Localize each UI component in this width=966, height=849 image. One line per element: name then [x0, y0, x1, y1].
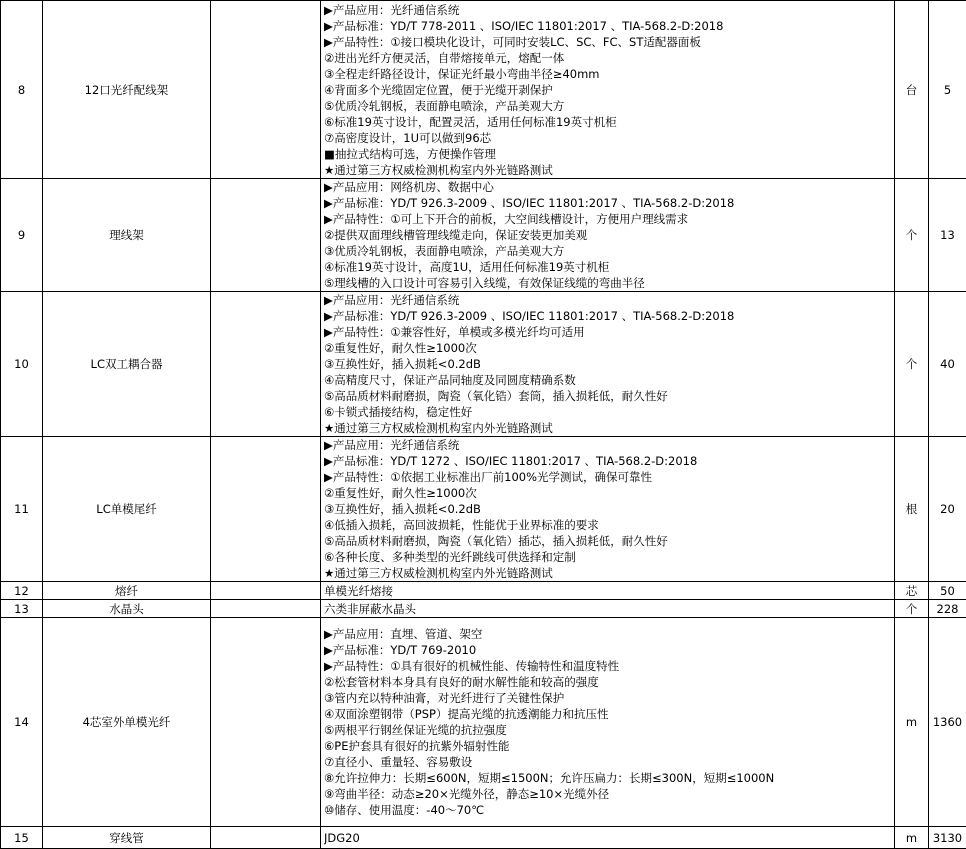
description-line: ▶产品应用：光纤通信系统	[324, 437, 894, 453]
description-line: ★通过第三方权威检测机构室内外光链路测试	[324, 565, 894, 581]
description-line: ⑦高密度设计，1U可以做到96芯	[324, 130, 894, 146]
unit-cell: 根	[895, 437, 929, 582]
quantity-cell: 3130	[929, 827, 966, 849]
row-number: 12	[1, 582, 43, 600]
description-line: ⑤理线槽的入口设计可容易引入线缆，有效保证线缆的弯曲半径	[324, 275, 894, 291]
description-line: ⑥PE护套具有很好的抗紫外辐射性能	[324, 738, 894, 754]
row-number: 10	[1, 292, 43, 437]
unit-cell: 个	[895, 292, 929, 437]
unit-cell: 个	[895, 600, 929, 618]
description-line: ▶产品标准：YD/T 926.3-2009 、ISO/IEC 11801:2017 、TIA-568.2-D:2018	[324, 195, 894, 211]
product-description	[321, 600, 895, 618]
description-line: ▶产品应用：光纤通信系统	[324, 292, 894, 308]
description-line: ■抽拉式结构可选，方便操作管理	[324, 146, 894, 162]
table-row	[1, 437, 966, 582]
description-line: ▶产品特性：①接口模块化设计，可同时安装LC、SC、FC、ST适配器面板	[324, 34, 894, 50]
description-line: ③互换性好，插入损耗<0.2dB	[324, 356, 894, 372]
description-line: ▶产品标准：YD/T 1272 、ISO/IEC 11801:2017 、TIA-568.2-D:2018	[324, 453, 894, 469]
description-line: ②重复性好，耐久性≥1000次	[324, 485, 894, 501]
blank-cell	[211, 618, 321, 827]
description-line: ③互换性好，插入损耗<0.2dB	[324, 501, 894, 517]
product-description	[321, 1, 895, 179]
product-description	[321, 582, 895, 600]
product-description	[321, 827, 895, 849]
description-line: ④标准19英寸设计，高度1U，适用任何标准19英寸机柜	[324, 259, 894, 275]
description-line: ④双面涂塑钢带（PSP）提高光缆的抗透潮能力和抗压性	[324, 706, 894, 722]
description-line: ▶产品应用：网络机房、数据中心	[324, 179, 894, 195]
blank-cell	[211, 179, 321, 292]
row-number: 15	[1, 827, 43, 849]
blank-cell	[211, 582, 321, 600]
row-number: 11	[1, 437, 43, 582]
product-name: 4芯室外单模光纤	[43, 618, 211, 827]
description-line: ⑦直径小、重量轻、容易敷设	[324, 754, 894, 770]
table-row	[1, 292, 966, 437]
description-line: ⑥标准19英寸设计，配置灵活，适用任何标准19英寸机柜	[324, 114, 894, 130]
description-line: ▶产品标准：YD/T 769-2010	[324, 642, 894, 658]
description-line: JDG20	[324, 830, 894, 846]
description-line: ▶产品特性：①依据工业标准出厂前100%光学测试，确保可靠性	[324, 469, 894, 485]
product-name: 熔纤	[43, 582, 211, 600]
unit-cell: 个	[895, 179, 929, 292]
description-line: ③优质冷轧钢板，表面静电喷涂，产品美观大方	[324, 243, 894, 259]
product-description	[321, 292, 895, 437]
blank-cell	[211, 1, 321, 179]
description-line: ⑥卡锁式插接结构，稳定性好	[324, 404, 894, 420]
table-row	[1, 600, 966, 618]
blank-cell	[211, 292, 321, 437]
table-row	[1, 827, 966, 849]
row-number: 9	[1, 179, 43, 292]
product-name: 理线架	[43, 179, 211, 292]
table-row	[1, 179, 966, 292]
quantity-cell: 13	[929, 179, 966, 292]
description-line: ⑤优质冷轧钢板，表面静电喷涂，产品美观大方	[324, 98, 894, 114]
product-description	[321, 618, 895, 827]
table-body	[1, 1, 966, 849]
table-row	[1, 618, 966, 827]
description-line: ⑤高品质材料耐磨损，陶瓷（氧化锆）套筒，插入损耗低，耐久性好	[324, 388, 894, 404]
quantity-cell: 50	[929, 582, 966, 600]
description-line: ▶产品应用：直埋、管道、架空	[324, 626, 894, 642]
description-line: ④背面多个光缆固定位置，便于光缆开剥保护	[324, 82, 894, 98]
quantity-cell: 1360	[929, 618, 966, 827]
description-line: ▶产品标准：YD/T 778-2011 、ISO/IEC 11801:2017 、TIA-568.2-D:2018	[324, 18, 894, 34]
quantity-cell: 228	[929, 600, 966, 618]
description-line: ★通过第三方权威检测机构室内外光链路测试	[324, 420, 894, 436]
unit-cell: m	[895, 827, 929, 849]
product-description	[321, 179, 895, 292]
description-line: ▶产品标准：YD/T 926.3-2009 、ISO/IEC 11801:2017 、TIA-568.2-D:2018	[324, 308, 894, 324]
blank-cell	[211, 827, 321, 849]
description-line: ⑨弯曲半径：动态≥20×光缆外径，静态≥10×光缆外径	[324, 786, 894, 802]
blank-cell	[211, 600, 321, 618]
product-name: LC单模尾纤	[43, 437, 211, 582]
unit-cell: m	[895, 618, 929, 827]
description-line: ▶产品特性：①可上下开合的前板，大空间线槽设计，方便用户理线需求	[324, 211, 894, 227]
unit-cell: 芯	[895, 582, 929, 600]
description-line: ▶产品特性：①具有很好的机械性能、传输特性和温度特性	[324, 658, 894, 674]
description-line: ④高精度尺寸，保证产品同轴度及同圆度精确系数	[324, 372, 894, 388]
description-line: ②松套管材料本身具有良好的耐水解性能和较高的强度	[324, 674, 894, 690]
description-line: ②重复性好，耐久性≥1000次	[324, 340, 894, 356]
product-description	[321, 437, 895, 582]
description-line: ⑤两根平行钢丝保证光缆的抗拉强度	[324, 722, 894, 738]
description-line: 单模光纤熔接	[324, 583, 894, 599]
description-line: ③管内充以特种油膏，对光纤进行了关键性保护	[324, 690, 894, 706]
description-line: ②进出光纤方便灵活，自带熔接单元，熔配一体	[324, 50, 894, 66]
row-number: 14	[1, 618, 43, 827]
description-line: ▶产品应用：光纤通信系统	[324, 2, 894, 18]
quantity-cell: 40	[929, 292, 966, 437]
product-name: 穿线管	[43, 827, 211, 849]
product-name: LC双工耦合器	[43, 292, 211, 437]
description-line: ⑥各种长度、多种类型的光纤跳线可供选择和定制	[324, 549, 894, 565]
description-line: ⑧允许拉伸力：长期≤600N，短期≤1500N；允许压扁力：长期≤300N，短期≤1000N	[324, 770, 894, 786]
description-line: ★通过第三方权威检测机构室内外光链路测试	[324, 162, 894, 178]
quantity-cell: 20	[929, 437, 966, 582]
table-row	[1, 1, 966, 179]
row-number: 13	[1, 600, 43, 618]
blank-cell	[211, 437, 321, 582]
product-name: 水晶头	[43, 600, 211, 618]
quantity-cell: 5	[929, 1, 966, 179]
row-number: 8	[1, 1, 43, 179]
product-name: 12口光纤配线架	[43, 1, 211, 179]
unit-cell: 台	[895, 1, 929, 179]
description-line: ③全程走纤路径设计，保证光纤最小弯曲半径≥40mm	[324, 66, 894, 82]
description-line: ②提供双面理线槽管理线缆走向，保证安装更加美观	[324, 227, 894, 243]
description-line: ▶产品特性：①兼容性好，单模或多模光纤均可适用	[324, 324, 894, 340]
description-line: ⑩储存、使用温度：-40～70℃	[324, 802, 894, 818]
description-line: ④低插入损耗，高回波损耗，性能优于业界标准的要求	[324, 517, 894, 533]
description-line: 六类非屏蔽水晶头	[324, 601, 894, 617]
description-line: ⑤高品质材料耐磨损，陶瓷（氧化锆）插芯，插入损耗低，耐久性好	[324, 533, 894, 549]
table-row	[1, 582, 966, 600]
